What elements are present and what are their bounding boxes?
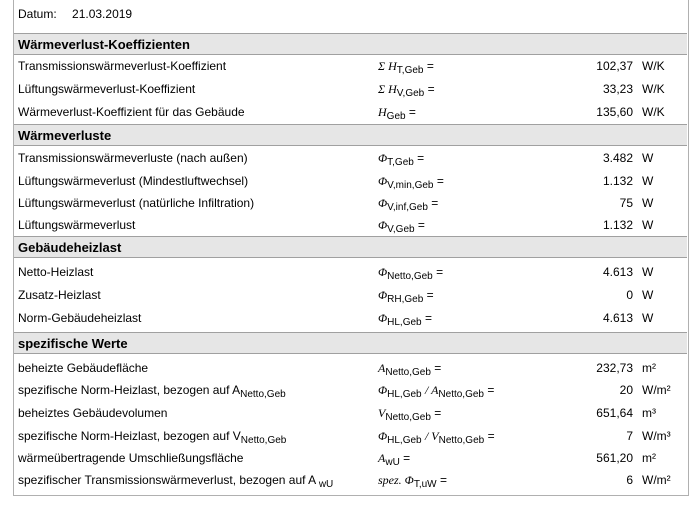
row-description: Lüftungswärmeverlust: [18, 218, 136, 232]
row-unit: m²: [642, 361, 656, 375]
row-value: 3.482: [602, 151, 633, 165]
section-header-spezifische-werte: spezifische Werte: [14, 332, 687, 354]
row-unit: W/m³: [642, 429, 671, 443]
row-spez-transmission: [18, 473, 683, 495]
date-label: Datum:: [18, 7, 57, 21]
row-lueftung-koeffizient: [18, 82, 683, 104]
row-value: 1.132: [602, 218, 633, 232]
section-header-gebaeudeheizlast: Gebäudeheizlast: [14, 236, 687, 258]
row-description: spezifische Norm-Heizlast, bezogen auf $A_{Netto,Geb}$: [18, 383, 286, 400]
row-description: beheizte Gebäudefläche: [18, 361, 149, 375]
row-description: Zusatz-Heizlast: [18, 288, 101, 302]
row-description: Lüftungswärmeverlust-Koeffizient: [18, 82, 196, 96]
row-symbol: $\Phi_{V,inf,Geb}$ =: [378, 196, 439, 213]
row-symbol: $\Phi_{HL,Geb} / V_{Netto,Geb}$ =: [378, 429, 495, 446]
row-symbol: $\Phi_{HL,Geb}$ =: [378, 311, 432, 328]
row-value: 75: [619, 196, 633, 210]
row-unit: W/K: [642, 59, 665, 73]
row-value: 651,64: [596, 406, 633, 420]
row-spez-heizlast-volumen: [18, 429, 683, 451]
row-description: Norm-Gebäudeheizlast: [18, 311, 142, 325]
row-unit: W/m²: [642, 383, 671, 397]
date-line: [18, 7, 132, 21]
row-zusatz-heizlast: [18, 288, 683, 310]
row-symbol: $A_{wU}$ =: [378, 451, 411, 468]
row-lueftung-infiltration: [18, 196, 683, 218]
row-symbol: spez. $\Phi_{T,uW}$ =: [378, 473, 447, 490]
row-transmission-koeffizient: [18, 59, 683, 81]
row-beheiztes-volumen: [18, 406, 683, 428]
row-unit: m³: [642, 406, 656, 420]
row-unit: W: [642, 174, 654, 188]
row-value: 102,37: [596, 59, 633, 73]
row-description: Lüftungswärmeverlust (Mindestluftwechsel): [18, 174, 249, 188]
row-description: wärmeübertragende Umschließungsfläche: [18, 451, 244, 465]
row-symbol: $\Phi_{T,Geb}$ =: [378, 151, 425, 168]
row-description: Wärmeverlust-Koeffizient für das Gebäude: [18, 105, 245, 119]
row-symbol: $V_{Netto,Geb}$ =: [378, 406, 442, 423]
row-description: Transmissionswärmeverluste (nach außen): [18, 151, 248, 165]
row-symbol: $H_{Geb}$ =: [378, 105, 416, 122]
row-value: 232,73: [596, 361, 633, 375]
row-symbol: $\Phi_{RH,Geb}$ =: [378, 288, 434, 305]
row-spez-heizlast-flaeche: [18, 383, 683, 405]
row-value: 135,60: [596, 105, 633, 119]
section-header-koeffizienten: Wärmeverlust-Koeffizienten: [14, 33, 687, 55]
row-value: 7: [626, 429, 633, 443]
row-lueftung-mindest: [18, 174, 683, 196]
row-description: spezifischer Transmissionswärmeverlust, bezogen auf A $_{wU}$: [18, 473, 334, 490]
row-beheizte-flaeche: [18, 361, 683, 383]
row-description: spezifische Norm-Heizlast, bezogen auf $V_{Netto,Geb}$: [18, 429, 287, 446]
row-description: beheiztes Gebäudevolumen: [18, 406, 168, 420]
row-description: Lüftungswärmeverlust (natürliche Infiltration): [18, 196, 255, 210]
row-value: 4.613: [602, 311, 633, 325]
section-header-waermeverluste: Wärmeverluste: [14, 124, 687, 146]
date-value: 21.03.2019: [72, 7, 133, 21]
row-value: 561,20: [596, 451, 633, 465]
row-unit: m²: [642, 451, 656, 465]
row-value: 0: [626, 288, 633, 302]
row-umschliessungsflaeche: [18, 451, 683, 473]
row-value: 33,23: [602, 82, 633, 96]
row-unit: W: [642, 265, 654, 279]
row-symbol: Σ $H_{T,Geb}$ =: [378, 59, 434, 76]
row-transmission-verluste: [18, 151, 683, 173]
row-description: Transmissionswärmeverlust-Koeffizient: [18, 59, 227, 73]
row-unit: W/m²: [642, 473, 671, 487]
row-netto-heizlast: [18, 265, 683, 287]
row-norm-heizlast: [18, 311, 683, 333]
row-value: 20: [619, 383, 633, 397]
row-unit: W: [642, 288, 654, 302]
row-description: Netto-Heizlast: [18, 265, 94, 279]
row-unit: W: [642, 218, 654, 232]
row-value: 4.613: [602, 265, 633, 279]
row-unit: W: [642, 196, 654, 210]
row-value: 1.132: [602, 174, 633, 188]
row-unit: W: [642, 311, 654, 325]
row-symbol: Σ $H_{V,Geb}$ =: [378, 82, 435, 99]
row-symbol: $\Phi_{Netto,Geb}$ =: [378, 265, 444, 282]
row-unit: W: [642, 151, 654, 165]
row-value: 6: [626, 473, 633, 487]
row-symbol: $\Phi_{V,Geb}$ =: [378, 218, 425, 235]
row-symbol: $A_{Netto,Geb}$ =: [378, 361, 442, 378]
row-unit: W/K: [642, 105, 665, 119]
row-unit: W/K: [642, 82, 665, 96]
row-symbol: $\Phi_{HL,Geb} / A_{Netto,Geb}$ =: [378, 383, 495, 400]
row-symbol: $\Phi_{V,min,Geb}$ =: [378, 174, 444, 191]
